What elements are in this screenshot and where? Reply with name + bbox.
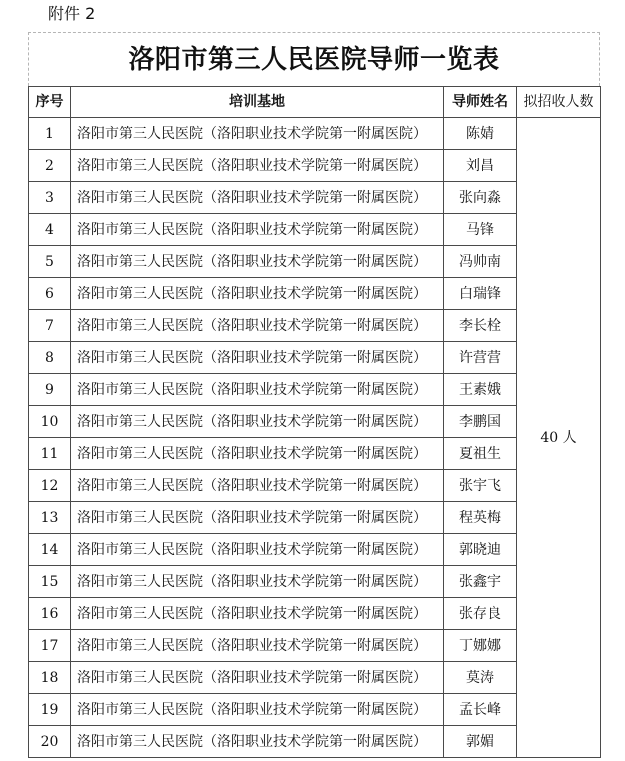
row-number-cell: 3 — [29, 182, 71, 214]
table-header-row — [29, 87, 601, 118]
mentor-name-cell: 刘昌 — [444, 150, 517, 182]
mentor-name-cell: 张鑫宇 — [444, 566, 517, 598]
quota-cell: 40 人 — [517, 118, 601, 758]
row-number-cell: 8 — [29, 342, 71, 374]
row-number-cell: 9 — [29, 374, 71, 406]
training-base-cell: 洛阳市第三人民医院（洛阳职业技术学院第一附属医院） — [71, 502, 444, 534]
mentor-name-cell: 郭晓迪 — [444, 534, 517, 566]
mentor-name-cell: 马锋 — [444, 214, 517, 246]
table-row — [29, 566, 601, 598]
mentor-name-cell: 张存良 — [444, 598, 517, 630]
mentor-table — [28, 86, 601, 758]
row-number-cell: 20 — [29, 726, 71, 758]
row-number-cell: 11 — [29, 438, 71, 470]
training-base-cell: 洛阳市第三人民医院（洛阳职业技术学院第一附属医院） — [71, 726, 444, 758]
training-base-cell: 洛阳市第三人民医院（洛阳职业技术学院第一附属医院） — [71, 406, 444, 438]
row-number-cell: 4 — [29, 214, 71, 246]
table-row — [29, 278, 601, 310]
training-base-cell: 洛阳市第三人民医院（洛阳职业技术学院第一附属医院） — [71, 150, 444, 182]
training-base-cell: 洛阳市第三人民医院（洛阳职业技术学院第一附属医院） — [71, 278, 444, 310]
mentor-name-cell: 张宇飞 — [444, 470, 517, 502]
table-row — [29, 630, 601, 662]
training-base-cell: 洛阳市第三人民医院（洛阳职业技术学院第一附属医院） — [71, 662, 444, 694]
mentor-name-cell: 程英梅 — [444, 502, 517, 534]
document-title: 洛阳市第三人民医院导师一览表 — [128, 44, 500, 75]
mentor-name-cell: 莫涛 — [444, 662, 517, 694]
table-row — [29, 342, 601, 374]
training-base-cell: 洛阳市第三人民医院（洛阳职业技术学院第一附属医院） — [71, 246, 444, 278]
row-number-cell: 13 — [29, 502, 71, 534]
training-base-cell: 洛阳市第三人民医院（洛阳职业技术学院第一附属医院） — [71, 630, 444, 662]
mentor-name-cell: 王素娥 — [444, 374, 517, 406]
mentor-name-cell: 白瑞锋 — [444, 278, 517, 310]
training-base-cell: 洛阳市第三人民医院（洛阳职业技术学院第一附属医院） — [71, 214, 444, 246]
table-row — [29, 310, 601, 342]
table-row — [29, 502, 601, 534]
table-row — [29, 374, 601, 406]
row-number-cell: 14 — [29, 534, 71, 566]
table-row — [29, 438, 601, 470]
training-base-cell: 洛阳市第三人民医院（洛阳职业技术学院第一附属医院） — [71, 438, 444, 470]
table-row — [29, 598, 601, 630]
mentor-name-cell: 张向淼 — [444, 182, 517, 214]
title-box — [28, 32, 600, 86]
training-base-cell: 洛阳市第三人民医院（洛阳职业技术学院第一附属医院） — [71, 534, 444, 566]
training-base-cell: 洛阳市第三人民医院（洛阳职业技术学院第一附属医院） — [71, 694, 444, 726]
header-no: 序号 — [29, 87, 71, 118]
table-row — [29, 150, 601, 182]
mentor-name-cell: 冯帅南 — [444, 246, 517, 278]
mentor-name-cell: 郭媚 — [444, 726, 517, 758]
row-number-cell: 1 — [29, 118, 71, 150]
row-number-cell: 16 — [29, 598, 71, 630]
mentor-name-cell: 孟长峰 — [444, 694, 517, 726]
mentor-name-cell: 夏祖生 — [444, 438, 517, 470]
training-base-cell: 洛阳市第三人民医院（洛阳职业技术学院第一附属医院） — [71, 598, 444, 630]
header-mentor: 导师姓名 — [444, 87, 517, 118]
row-number-cell: 2 — [29, 150, 71, 182]
mentor-name-cell: 陈婧 — [444, 118, 517, 150]
header-quota: 拟招收人数 — [517, 87, 601, 118]
table-row — [29, 694, 601, 726]
table-row — [29, 246, 601, 278]
table-row — [29, 118, 601, 150]
row-number-cell: 17 — [29, 630, 71, 662]
training-base-cell: 洛阳市第三人民医院（洛阳职业技术学院第一附属医院） — [71, 374, 444, 406]
table-row — [29, 406, 601, 438]
mentor-name-cell: 李长栓 — [444, 310, 517, 342]
mentor-name-cell: 李鹏国 — [444, 406, 517, 438]
table-row — [29, 726, 601, 758]
row-number-cell: 10 — [29, 406, 71, 438]
table-row — [29, 214, 601, 246]
training-base-cell: 洛阳市第三人民医院（洛阳职业技术学院第一附属医院） — [71, 470, 444, 502]
row-number-cell: 6 — [29, 278, 71, 310]
row-number-cell: 15 — [29, 566, 71, 598]
row-number-cell: 5 — [29, 246, 71, 278]
training-base-cell: 洛阳市第三人民医院（洛阳职业技术学院第一附属医院） — [71, 182, 444, 214]
table-body — [29, 118, 601, 758]
mentor-name-cell: 许营营 — [444, 342, 517, 374]
training-base-cell: 洛阳市第三人民医院（洛阳职业技术学院第一附属医院） — [71, 566, 444, 598]
row-number-cell: 19 — [29, 694, 71, 726]
table-row — [29, 182, 601, 214]
row-number-cell: 12 — [29, 470, 71, 502]
table-row — [29, 470, 601, 502]
training-base-cell: 洛阳市第三人民医院（洛阳职业技术学院第一附属医院） — [71, 342, 444, 374]
mentor-name-cell: 丁娜娜 — [444, 630, 517, 662]
training-base-cell: 洛阳市第三人民医院（洛阳职业技术学院第一附属医院） — [71, 310, 444, 342]
attachment-label: 附件 2 — [48, 4, 96, 23]
training-base-cell: 洛阳市第三人民医院（洛阳职业技术学院第一附属医院） — [71, 118, 444, 150]
header-base: 培训基地 — [71, 87, 444, 118]
table-row — [29, 534, 601, 566]
row-number-cell: 7 — [29, 310, 71, 342]
table-row — [29, 662, 601, 694]
row-number-cell: 18 — [29, 662, 71, 694]
